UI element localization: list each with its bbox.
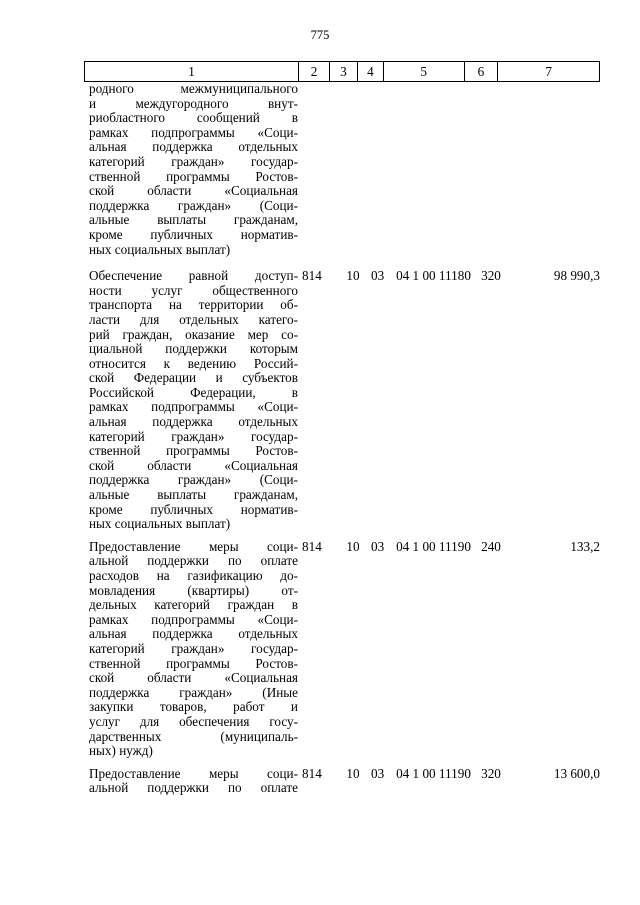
description-line: услуг для обеспечения госу-	[89, 713, 298, 729]
description-line: дарственных (муниципаль-	[89, 728, 298, 744]
description-line: альная поддержка отдельных	[89, 139, 298, 155]
description-line: ных) нужд)	[89, 743, 153, 759]
description-line: альная поддержка отдельных	[89, 414, 298, 430]
row-description	[89, 540, 298, 759]
table-header	[84, 61, 600, 82]
cell-col-5: 04 1 00 11190	[396, 765, 471, 781]
cell-col-4	[367, 82, 393, 257]
description-line: относится к ведению Россий-	[89, 355, 298, 371]
cell-col-2: 814	[302, 268, 322, 284]
header-col-6: 6	[465, 62, 499, 81]
description-line: ственной программы Ростов-	[89, 655, 298, 671]
description-line: категорий граждан» государ-	[89, 640, 298, 656]
description-line: рамках подпрограммы «Соци-	[89, 399, 298, 415]
cell-col-5	[393, 82, 474, 257]
description-line: альной поддержки по оплате	[89, 553, 298, 569]
table-row	[84, 82, 600, 257]
page-number: 775	[310, 28, 330, 42]
cell-col-5: 04 1 00 11180	[396, 268, 471, 284]
row-description	[89, 269, 298, 532]
description-line: поддержка граждан» (Соци-	[89, 197, 298, 213]
description-line: рамках подпрограммы «Соци-	[89, 124, 298, 140]
description-line: ской области «Социальная	[89, 457, 298, 473]
description-line: альные выплаты гражданам,	[89, 487, 298, 503]
cell-col-6	[474, 82, 508, 257]
description-line: и междугородного внут-	[89, 95, 298, 111]
description-line: рамках подпрограммы «Соци-	[89, 611, 298, 627]
description-line: родного межмуниципального	[89, 81, 298, 96]
description-line: поддержка граждан» (Иные	[89, 684, 298, 700]
header-col-1: 1	[85, 62, 299, 81]
description-line: мовладения (квартиры) от-	[89, 582, 298, 598]
table-row	[84, 540, 600, 759]
header-col-5: 5	[384, 62, 465, 81]
cell-col-3: 10	[346, 268, 360, 284]
description-line: кроме публичных норматив-	[89, 226, 298, 242]
description-line: Российской Федерации, в	[89, 384, 298, 400]
description-line: ласти для отдельных катего-	[89, 311, 298, 327]
cell-col-7	[508, 82, 600, 257]
description-line: рий граждан, оказание мер со-	[89, 326, 298, 342]
cell-col-7: 98 990,3	[553, 268, 600, 284]
cell-col-2: 814	[302, 765, 322, 781]
description-line: ской Федерации и субъектов	[89, 370, 298, 386]
cell-col-6: 320	[481, 765, 501, 781]
description-line: Предоставление меры соци-	[89, 538, 298, 554]
description-line: ных социальных выплат)	[89, 241, 231, 257]
cell-col-6: 320	[481, 268, 501, 284]
cell-col-6: 240	[481, 538, 501, 554]
cell-col-3	[339, 82, 367, 257]
description-line: циальной поддержки которым	[89, 341, 298, 357]
description-line: ных социальных выплат)	[89, 516, 231, 532]
row-description	[89, 82, 298, 257]
table-body	[84, 82, 600, 804]
cell-col-3: 10	[346, 765, 360, 781]
header-col-7: 7	[545, 64, 552, 79]
row-description	[89, 767, 298, 796]
cell-col-7: 133,2	[570, 538, 600, 554]
cell-col-2: 814	[302, 538, 322, 554]
cell-col-7: 13 600,0	[553, 765, 600, 781]
cell-col-4: 03	[371, 268, 385, 284]
description-line: Обеспечение равной доступ-	[89, 268, 298, 284]
description-line: риобластного сообщений в	[89, 110, 298, 126]
cell-col-4: 03	[371, 538, 385, 554]
cell-col-3: 10	[346, 538, 360, 554]
description-line: закупки товаров, работ и	[89, 699, 298, 715]
description-line: категорий граждан» государ-	[89, 153, 298, 169]
header-col-3: 3	[330, 62, 358, 81]
table-row	[84, 767, 600, 796]
header-col-4: 4	[358, 62, 384, 81]
cell-col-4: 03	[371, 765, 385, 781]
cell-col-2	[302, 82, 339, 257]
description-line: Предоставление меры соци-	[89, 765, 298, 781]
description-line: ственной программы Ростов-	[89, 168, 298, 184]
table-row	[84, 269, 600, 532]
cell-col-5: 04 1 00 11190	[396, 538, 471, 554]
description-line: альные выплаты гражданам,	[89, 212, 298, 228]
description-line: альная поддержка отдельных	[89, 626, 298, 642]
description-line: ственной программы Ростов-	[89, 443, 298, 459]
description-line: кроме публичных норматив-	[89, 501, 298, 517]
description-line: поддержка граждан» (Соци-	[89, 472, 298, 488]
description-line: категорий граждан» государ-	[89, 428, 298, 444]
description-line: расходов на газификацию до-	[89, 568, 298, 583]
header-col-2: 2	[299, 62, 330, 81]
description-line: ской области «Социальная	[89, 670, 298, 686]
description-line: ности услуг общественного	[89, 282, 298, 298]
description-line: транспорта на территории об-	[89, 297, 298, 313]
description-line: дельных категорий граждан в	[89, 597, 298, 613]
description-line: ской области «Социальная	[89, 183, 298, 199]
description-line: альной поддержки по оплате	[89, 780, 298, 796]
